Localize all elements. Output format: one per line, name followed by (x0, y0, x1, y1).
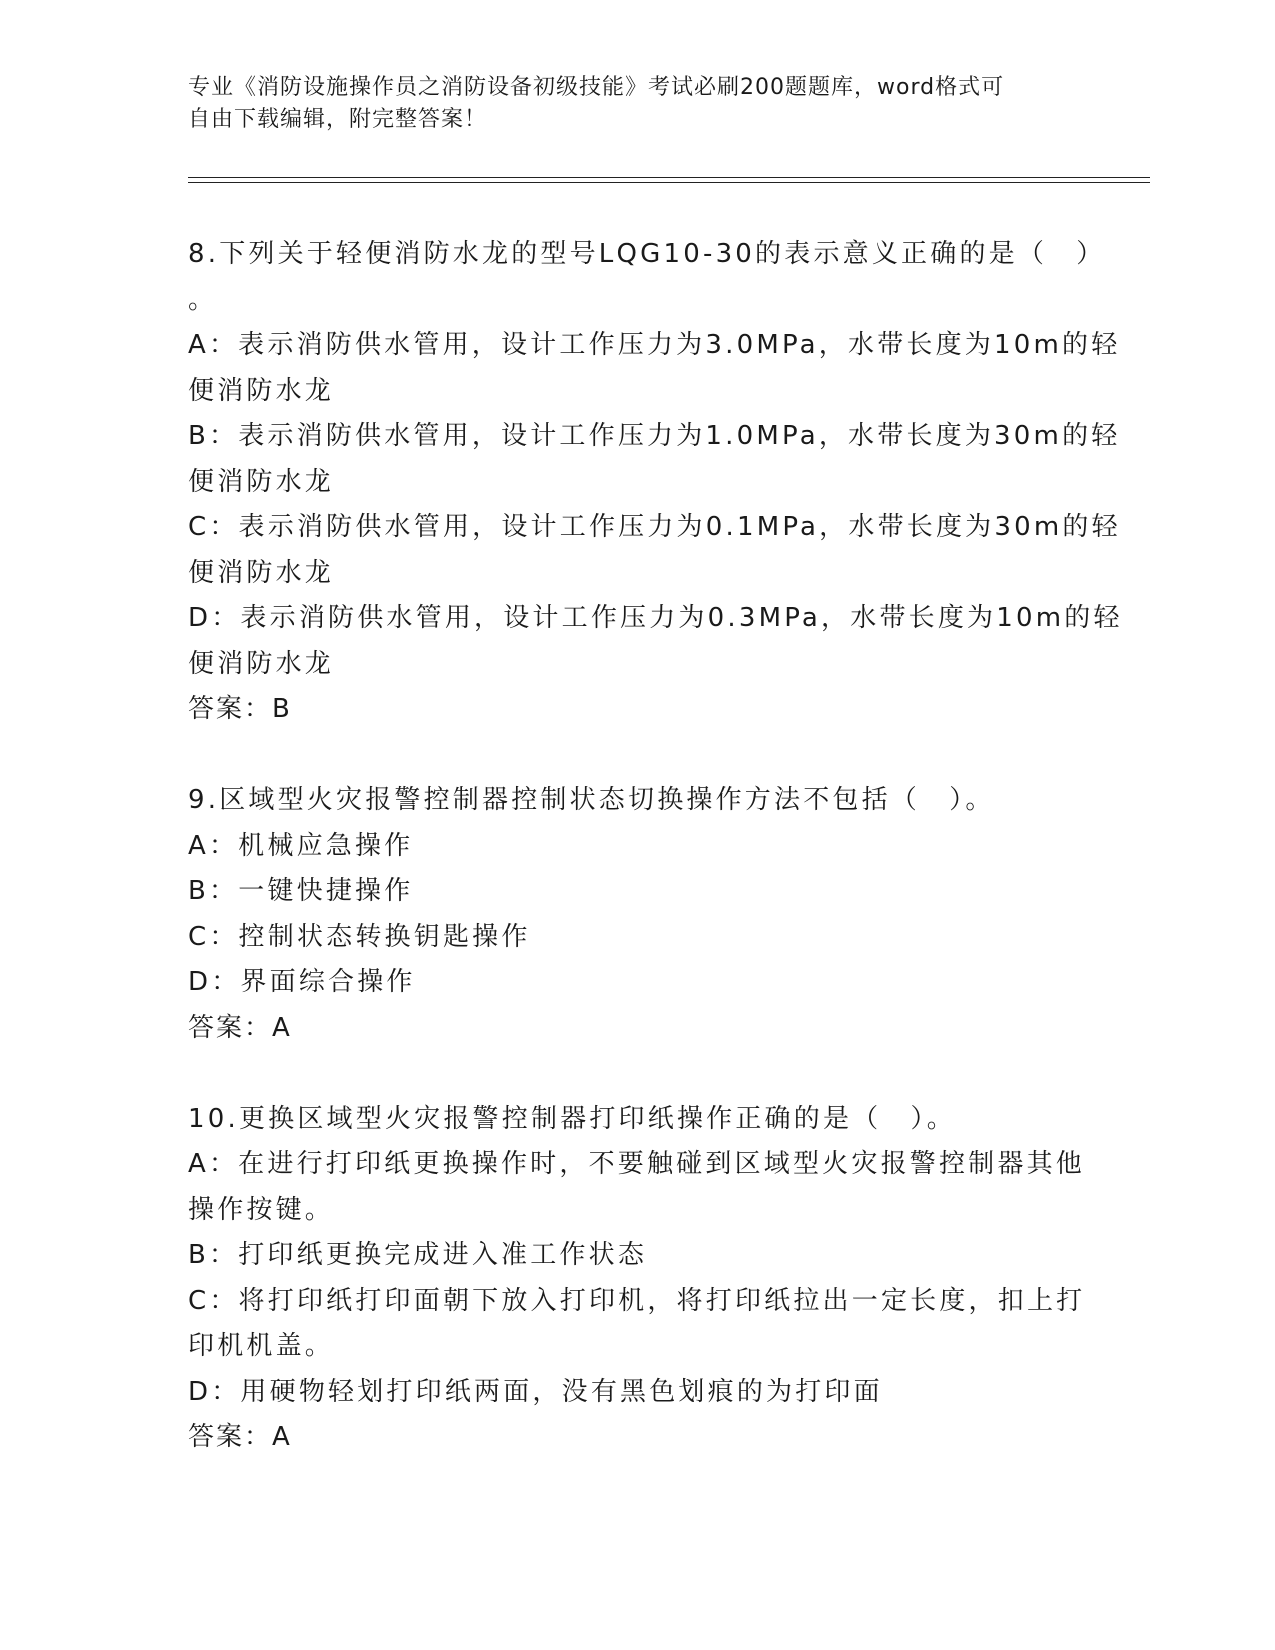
spacer (188, 1051, 1088, 1097)
answer-line: 答案：A (188, 1422, 292, 1452)
question-item (188, 1097, 1088, 1461)
question-stem: 9.区域型火灾报警控制器控制状态切换操作方法不包括（ ）。 (188, 785, 995, 815)
question-list (188, 232, 1123, 1461)
option-c-continued: 印机机盖。 (188, 1331, 335, 1361)
question-stem: 10.更换区域型火灾报警控制器打印纸操作正确的是（ ）。 (188, 1103, 956, 1134)
option-b: B：打印纸更换完成进入准工作状态 (188, 1240, 648, 1270)
spacer (188, 733, 1088, 779)
option-a: A：机械应急操作 (188, 830, 414, 861)
option-c: C：表示消防供水管用，设计工作压力为0.1MPa，水带长度为30m的轻 (188, 512, 1121, 542)
option-d: D：表示消防供水管用，设计工作压力为0.3MPa，水带长度为10m的轻 (188, 603, 1123, 633)
answer-line: 答案：B (188, 694, 292, 724)
question-stem: 8.下列关于轻便消防水龙的型号LQG10-30的表示意义正确的是（ ） (188, 239, 1106, 269)
option-d-continued: 便消防水龙 (188, 648, 335, 679)
option-c: C：将打印纸打印面朝下放入打印机，将打印纸拉出一定长度，扣上打 (188, 1285, 1086, 1316)
option-b-continued: 便消防水龙 (188, 466, 335, 497)
question-item (188, 778, 1088, 1051)
question-stem: 。 (188, 284, 218, 315)
option-c: C：控制状态转换钥匙操作 (188, 921, 531, 952)
question-item (188, 232, 1123, 733)
option-b: B：表示消防供水管用，设计工作压力为1.0MPa，水带长度为30m的轻 (188, 421, 1121, 451)
option-b: B：一键快捷操作 (188, 876, 414, 906)
option-a-continued: 操作按键。 (188, 1194, 335, 1225)
header-line: 自由下载编辑，附完整答案！ (188, 107, 488, 132)
option-a: A：表示消防供水管用，设计工作压力为3.0MPa，水带长度为10m的轻 (188, 330, 1121, 360)
option-a-continued: 便消防水龙 (188, 375, 335, 406)
header-divider-bottom (188, 182, 1150, 183)
option-d: D：界面综合操作 (188, 967, 416, 997)
option-a: A：在进行打印纸更换操作时，不要触碰到区域型火灾报警控制器其他 (188, 1149, 1085, 1179)
document-header (188, 72, 1088, 136)
option-d: D：用硬物轻划打印纸两面，没有黑色划痕的为打印面 (188, 1376, 883, 1407)
header-line: 专业《消防设施操作员之消防设备初级技能》考试必刷200题题库，word格式可 (188, 75, 1005, 100)
header-divider-top (188, 177, 1150, 178)
answer-line: 答案：A (188, 1012, 292, 1043)
option-c-continued: 便消防水龙 (188, 557, 335, 588)
